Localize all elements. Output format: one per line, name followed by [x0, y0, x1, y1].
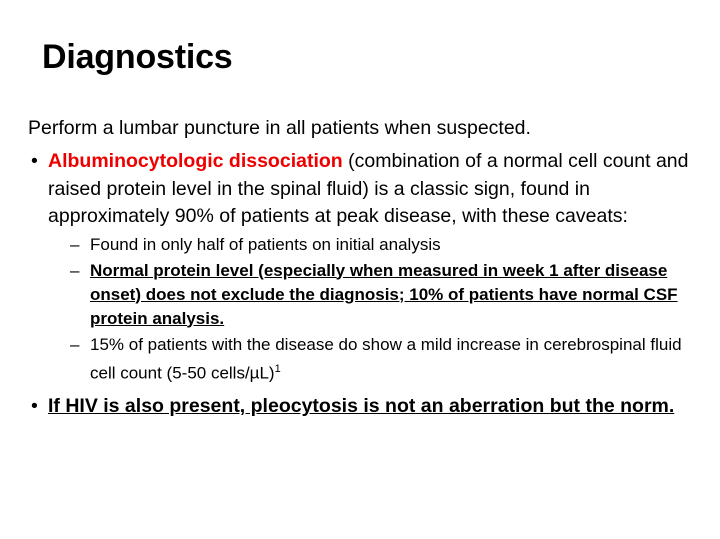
list-item: [28, 148, 696, 385]
sub-list-item-text: Found in only half of patients on initial analysis: [90, 234, 441, 254]
sub-bullet-list: [48, 233, 696, 386]
bullet-icon: •: [31, 150, 38, 172]
lead-paragraph: Perform a lumbar puncture in all patients when suspected.: [28, 117, 531, 139]
dash-icon: –: [70, 234, 80, 254]
sub-list-item: [70, 333, 696, 386]
page-title: Diagnostics: [42, 38, 233, 76]
dash-icon: –: [70, 334, 80, 354]
sub-list-item: [70, 259, 696, 331]
dash-icon: –: [70, 260, 80, 280]
bullet-icon: •: [31, 395, 38, 418]
footnote-reference: 1: [274, 362, 281, 375]
list-item-text: (combination of a normal cell count and raised protein level in the spinal fluid) is a classic sign, found in approximately 90% of patients at peak disease, with these caveats:: [48, 150, 689, 227]
highlight-term: Albuminocytologic dissociation: [48, 150, 343, 172]
list-item-text: If HIV is also present, pleocytosis is not an aberration but the norm.: [48, 395, 675, 418]
sub-list-item: [70, 233, 696, 257]
slide-body: [28, 115, 696, 423]
list-item: [28, 393, 696, 421]
sub-list-item-text: 15% of patients with the disease do show a mild increase in cerebrospinal fluid cell count (5-50 cells/µL): [90, 334, 682, 383]
sub-list-item-text: Normal protein level (especially when measured in week 1 after disease onset) does not exclude the diagnosis; 10% of patients have normal CSF protein analysis.: [90, 260, 678, 328]
bullet-list: [28, 148, 696, 421]
